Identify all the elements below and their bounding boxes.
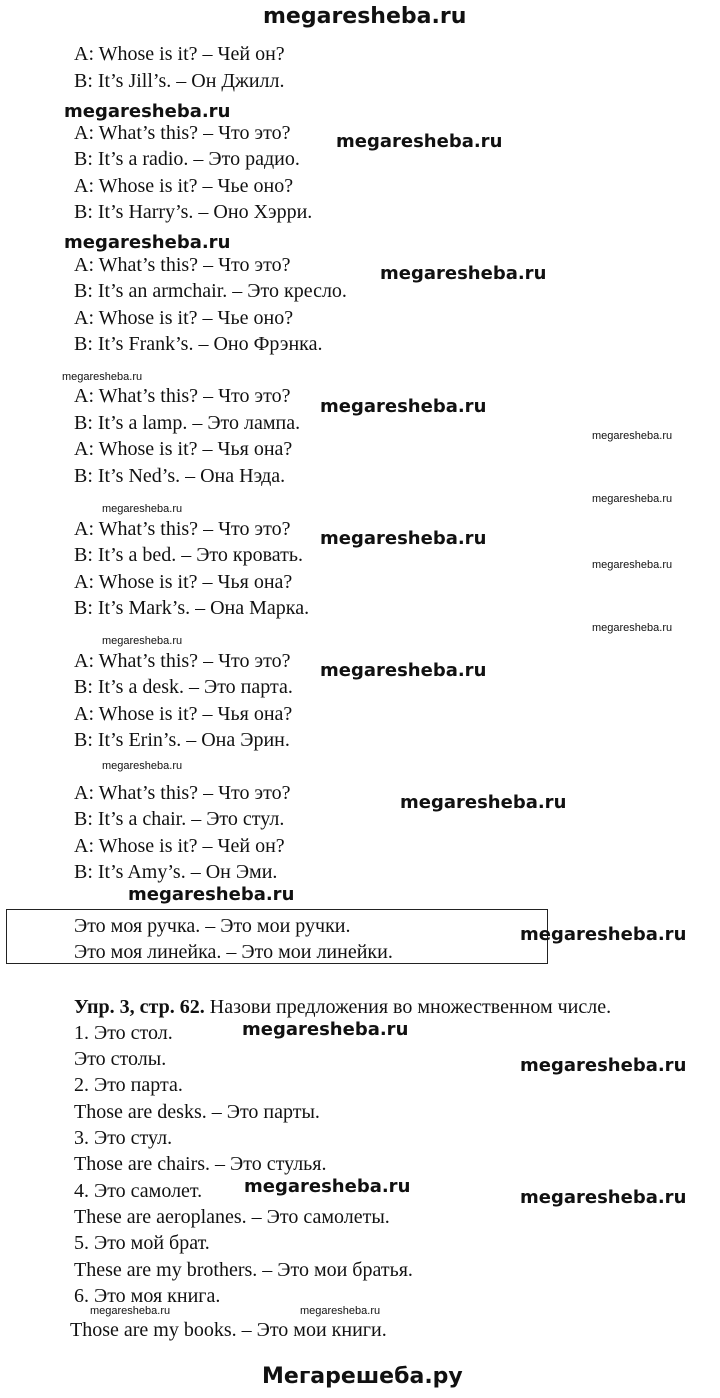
- watermark: megaresheba.ru: [320, 528, 487, 549]
- exercise-line: Those are chairs. – Это стулья.: [74, 1153, 327, 1175]
- watermark: megaresheba.ru: [102, 635, 183, 647]
- dialogue-line: A: Whose is it? – Чей он?: [74, 43, 285, 65]
- watermark: megaresheba.ru: [128, 884, 295, 905]
- watermark: megaresheba.ru: [592, 559, 673, 571]
- exercise-line: 2. Это парта.: [74, 1074, 183, 1096]
- dialogue-line: A: Whose is it? – Чья она?: [74, 571, 293, 593]
- dialogue-line: A: What’s this? – Что это?: [74, 385, 291, 407]
- exercise-line: 4. Это самолет.: [74, 1180, 203, 1202]
- dialogue-line: B: It’s Ned’s. – Она Нэда.: [74, 465, 286, 487]
- dialogue-line: A: What’s this? – Что это?: [74, 122, 291, 144]
- watermark: megaresheba.ru: [336, 131, 503, 152]
- watermark: megaresheba.ru: [62, 371, 143, 383]
- dialogue-line: A: Whose is it? – Чье оно?: [74, 175, 294, 197]
- watermark: megaresheba.ru: [592, 622, 673, 634]
- watermark: megaresheba.ru: [592, 493, 673, 505]
- exercise-line: 1. Это стол.: [74, 1022, 173, 1044]
- watermark: megaresheba.ru: [520, 924, 687, 945]
- watermark: megaresheba.ru: [102, 760, 183, 772]
- exercise-line: 6. Это моя книга.: [74, 1285, 221, 1307]
- watermark: megaresheba.ru: [380, 263, 547, 284]
- dialogue-line: A: Whose is it? – Чья она?: [74, 438, 293, 460]
- watermark: megaresheba.ru: [520, 1187, 687, 1208]
- exercise-line: Those are my books. – Это мои книги.: [70, 1319, 387, 1341]
- exercise-line: These are my brothers. – Это мои братья.: [74, 1259, 413, 1281]
- dialogue-line: A: What’s this? – Что это?: [74, 782, 291, 804]
- dialogue-line: B: It’s Erin’s. – Она Эрин.: [74, 729, 290, 751]
- dialogue-line: B: It’s a bed. – Это кровать.: [74, 544, 304, 566]
- header-watermark: megaresheba.ru: [263, 4, 467, 29]
- dialogue-line: B: It’s Frank’s. – Оно Фрэнка.: [74, 333, 323, 355]
- watermark: megaresheba.ru: [320, 396, 487, 417]
- dialogue-line: A: What’s this? – Что это?: [74, 254, 291, 276]
- dialogue-line: B: It’s Mark’s. – Она Марка.: [74, 597, 310, 619]
- watermark: megaresheba.ru: [90, 1305, 171, 1317]
- rule-line: Это моя линейка. – Это мои линейки.: [74, 941, 393, 963]
- exercise-heading: [74, 995, 611, 1019]
- rule-line: Это моя ручка. – Это мои ручки.: [74, 915, 351, 937]
- watermark: megaresheba.ru: [64, 232, 231, 253]
- dialogue-line: B: It’s Harry’s. – Оно Хэрри.: [74, 201, 313, 223]
- watermark: megaresheba.ru: [242, 1019, 409, 1040]
- dialogue-line: B: It’s a lamp. – Это лампа.: [74, 412, 301, 434]
- dialogue-line: A: Whose is it? – Чей он?: [74, 835, 285, 857]
- watermark: megaresheba.ru: [400, 792, 567, 813]
- watermark: megaresheba.ru: [102, 503, 183, 515]
- footer-watermark: Мегарешеба.ру: [262, 1364, 463, 1389]
- dialogue-line: B: It’s a desk. – Это парта.: [74, 676, 293, 698]
- dialogue-line: B: It’s an armchair. – Это кресло.: [74, 280, 347, 302]
- dialogue-line: B: It’s Jill’s. – Он Джилл.: [74, 70, 285, 92]
- exercise-line: These are aeroplanes. – Это самолеты.: [74, 1206, 390, 1228]
- exercise-instruction: Назови предложения во множественном числе.: [204, 996, 612, 1018]
- watermark: megaresheba.ru: [244, 1176, 411, 1197]
- exercise-line: 5. Это мой брат.: [74, 1232, 210, 1254]
- dialogue-line: A: Whose is it? – Чье оно?: [74, 307, 294, 329]
- exercise-number: Упр. 3, стр. 62.: [74, 996, 205, 1018]
- watermark: megaresheba.ru: [320, 660, 487, 681]
- dialogue-line: A: What’s this? – Что это?: [74, 518, 291, 540]
- dialogue-line: B: It’s Amy’s. – Он Эми.: [74, 861, 278, 883]
- dialogue-line: B: It’s a chair. – Это стул.: [74, 808, 285, 830]
- exercise-line: Это столы.: [74, 1048, 167, 1070]
- exercise-line: 3. Это стул.: [74, 1127, 173, 1149]
- dialogue-line: A: What’s this? – Что это?: [74, 650, 291, 672]
- watermark: megaresheba.ru: [64, 101, 231, 122]
- watermark: megaresheba.ru: [300, 1305, 381, 1317]
- dialogue-line: A: Whose is it? – Чья она?: [74, 703, 293, 725]
- watermark: megaresheba.ru: [592, 430, 673, 442]
- dialogue-line: B: It’s a radio. – Это радио.: [74, 148, 300, 170]
- exercise-line: Those are desks. – Это парты.: [74, 1101, 320, 1123]
- watermark: megaresheba.ru: [520, 1055, 687, 1076]
